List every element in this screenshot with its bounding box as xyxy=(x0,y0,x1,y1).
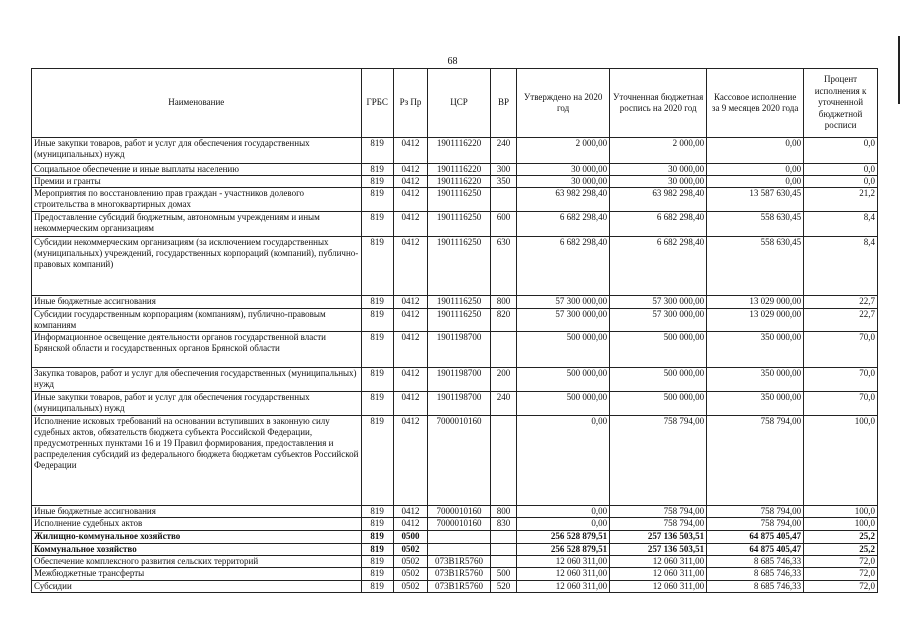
table-row xyxy=(32,188,878,212)
cell-percent: 25,2 xyxy=(804,531,878,544)
cell-name: Информационное освещение деятельности органов государственной власти Брянской области и государственных органов Брянской области xyxy=(32,332,362,368)
cell-refined: 30 000,00 xyxy=(610,164,707,176)
cell-percent: 0,0 xyxy=(804,138,878,164)
table-row xyxy=(32,531,878,544)
cell-approved: 12 060 311,00 xyxy=(517,568,610,581)
cell-refined: 6 682 298,40 xyxy=(610,212,707,237)
table-row xyxy=(32,392,878,416)
cell-percent: 21,2 xyxy=(804,188,878,212)
cell-approved: 6 682 298,40 xyxy=(517,237,610,296)
table-row xyxy=(32,296,878,309)
cell-cash: 8 685 746,33 xyxy=(707,568,804,581)
cell-csr: 073B1R5760 xyxy=(428,581,491,593)
cell-refined: 500 000,00 xyxy=(610,392,707,416)
cell-grbs: 819 xyxy=(361,212,393,237)
cell-percent: 100,0 xyxy=(804,518,878,531)
cell-name: Иные бюджетные ассигнования xyxy=(32,296,362,309)
cell-vr: 800 xyxy=(490,296,516,309)
page-number: 68 xyxy=(447,56,458,67)
cell-approved: 500 000,00 xyxy=(517,368,610,392)
cell-csr xyxy=(428,544,491,556)
cell-vr: 600 xyxy=(490,212,516,237)
cell-grbs: 819 xyxy=(361,392,393,416)
cell-approved: 0,00 xyxy=(517,416,610,506)
cell-approved: 6 682 298,40 xyxy=(517,212,610,237)
cell-csr: 1901198700 xyxy=(428,332,491,368)
cell-refined: 63 982 298,40 xyxy=(610,188,707,212)
cell-rzpr: 0412 xyxy=(393,332,427,368)
cell-grbs: 819 xyxy=(361,416,393,506)
table-row xyxy=(32,212,878,237)
cell-cash: 350 000,00 xyxy=(707,332,804,368)
cell-grbs: 819 xyxy=(361,309,393,332)
header-refined: Уточненная бюджетная роспись на 2020 год xyxy=(610,69,707,138)
cell-approved: 30 000,00 xyxy=(517,176,610,188)
cell-vr: 240 xyxy=(490,138,516,164)
cell-refined: 257 136 503,51 xyxy=(610,544,707,556)
table-header-row xyxy=(32,69,878,138)
cell-name: Исполнение исковых требований на основании вступивших в законную силу судебных актов, обязательств бюджета субъекта Российской Федерации, предусмотренных пунктами 16 и 19 Правил формирования, предоставления и распределения субсидий из федерального бюджета бюджетам субъектов Российской Федерации xyxy=(32,416,362,506)
cell-rzpr: 0412 xyxy=(393,188,427,212)
cell-name: Межбюджетные трансферты xyxy=(32,568,362,581)
cell-cash: 8 685 746,33 xyxy=(707,556,804,568)
cell-rzpr: 0502 xyxy=(393,556,427,568)
cell-cash: 350 000,00 xyxy=(707,368,804,392)
cell-name: Мероприятия по восстановлению прав граждан - участников долевого строительства в многоквартирных домах xyxy=(32,188,362,212)
cell-vr xyxy=(490,544,516,556)
cell-name: Иные закупки товаров, работ и услуг для обеспечения государственных (муниципальных) нужд xyxy=(32,138,362,164)
cell-approved: 57 300 000,00 xyxy=(517,296,610,309)
cell-cash: 0,00 xyxy=(707,164,804,176)
cell-grbs: 819 xyxy=(361,332,393,368)
cell-vr xyxy=(490,188,516,212)
cell-name: Иные закупки товаров, работ и услуг для обеспечения государственных (муниципальных) нужд xyxy=(32,392,362,416)
cell-grbs: 819 xyxy=(361,518,393,531)
cell-approved: 57 300 000,00 xyxy=(517,309,610,332)
cell-cash: 758 794,00 xyxy=(707,506,804,518)
cell-approved: 12 060 311,00 xyxy=(517,556,610,568)
cell-percent: 70,0 xyxy=(804,368,878,392)
cell-grbs: 819 xyxy=(361,506,393,518)
cell-approved: 256 528 879,51 xyxy=(517,531,610,544)
cell-cash: 64 875 405,47 xyxy=(707,531,804,544)
cell-grbs: 819 xyxy=(361,531,393,544)
cell-refined: 12 060 311,00 xyxy=(610,581,707,593)
cell-csr: 1901116220 xyxy=(428,176,491,188)
cell-cash: 350 000,00 xyxy=(707,392,804,416)
cell-rzpr: 0412 xyxy=(393,164,427,176)
cell-csr: 1901116250 xyxy=(428,188,491,212)
page-edge-mark xyxy=(898,36,900,104)
cell-vr: 300 xyxy=(490,164,516,176)
cell-vr: 800 xyxy=(490,506,516,518)
table-row xyxy=(32,309,878,332)
cell-refined: 2 000,00 xyxy=(610,138,707,164)
cell-csr: 1901116220 xyxy=(428,164,491,176)
cell-vr: 500 xyxy=(490,568,516,581)
cell-refined: 6 682 298,40 xyxy=(610,237,707,296)
cell-rzpr: 0412 xyxy=(393,368,427,392)
cell-name: Субсидии xyxy=(32,581,362,593)
cell-grbs: 819 xyxy=(361,164,393,176)
cell-rzpr: 0412 xyxy=(393,416,427,506)
header-name: Наименование xyxy=(32,69,362,138)
header-csr: ЦСР xyxy=(428,69,491,138)
cell-refined: 12 060 311,00 xyxy=(610,556,707,568)
cell-rzpr: 0412 xyxy=(393,237,427,296)
cell-approved: 30 000,00 xyxy=(517,164,610,176)
cell-csr: 1901116220 xyxy=(428,138,491,164)
cell-vr: 830 xyxy=(490,518,516,531)
header-vr: ВР xyxy=(490,69,516,138)
cell-approved: 500 000,00 xyxy=(517,392,610,416)
cell-approved: 0,00 xyxy=(517,518,610,531)
cell-refined: 12 060 311,00 xyxy=(610,568,707,581)
table-row xyxy=(32,138,878,164)
cell-refined: 500 000,00 xyxy=(610,368,707,392)
table-row xyxy=(32,332,878,368)
cell-csr: 7000010160 xyxy=(428,506,491,518)
cell-grbs: 819 xyxy=(361,568,393,581)
cell-csr xyxy=(428,531,491,544)
cell-percent: 72,0 xyxy=(804,556,878,568)
cell-csr: 073B1R5760 xyxy=(428,556,491,568)
cell-cash: 0,00 xyxy=(707,176,804,188)
cell-vr xyxy=(490,332,516,368)
cell-percent: 0,0 xyxy=(804,176,878,188)
cell-percent: 22,7 xyxy=(804,309,878,332)
cell-vr: 200 xyxy=(490,368,516,392)
cell-percent: 70,0 xyxy=(804,332,878,368)
cell-percent: 8,4 xyxy=(804,212,878,237)
cell-percent: 100,0 xyxy=(804,416,878,506)
cell-cash: 758 794,00 xyxy=(707,416,804,506)
cell-name: Жилищно-коммунальное хозяйство xyxy=(32,531,362,544)
cell-rzpr: 0412 xyxy=(393,138,427,164)
cell-grbs: 819 xyxy=(361,188,393,212)
header-rzpr: Рз Пр xyxy=(393,69,427,138)
header-percent: Процент исполнения к уточненной бюджетной росписи xyxy=(804,69,878,138)
table-row xyxy=(32,176,878,188)
cell-rzpr: 0412 xyxy=(393,212,427,237)
cell-refined: 758 794,00 xyxy=(610,506,707,518)
cell-percent: 72,0 xyxy=(804,581,878,593)
cell-rzpr: 0412 xyxy=(393,176,427,188)
cell-rzpr: 0412 xyxy=(393,296,427,309)
cell-grbs: 819 xyxy=(361,237,393,296)
table-row xyxy=(32,568,878,581)
cell-grbs: 819 xyxy=(361,581,393,593)
cell-cash: 13 029 000,00 xyxy=(707,309,804,332)
cell-grbs: 819 xyxy=(361,296,393,309)
cell-refined: 57 300 000,00 xyxy=(610,296,707,309)
cell-refined: 257 136 503,51 xyxy=(610,531,707,544)
cell-vr: 350 xyxy=(490,176,516,188)
cell-rzpr: 0412 xyxy=(393,506,427,518)
table-row xyxy=(32,506,878,518)
cell-approved: 500 000,00 xyxy=(517,332,610,368)
cell-refined: 500 000,00 xyxy=(610,332,707,368)
table-row xyxy=(32,581,878,593)
cell-name: Социальное обеспечение и иные выплаты населению xyxy=(32,164,362,176)
cell-csr: 1901116250 xyxy=(428,212,491,237)
table-row xyxy=(32,518,878,531)
cell-percent: 8,4 xyxy=(804,237,878,296)
table-row xyxy=(32,237,878,296)
cell-rzpr: 0412 xyxy=(393,309,427,332)
cell-csr: 1901116250 xyxy=(428,237,491,296)
cell-vr: 820 xyxy=(490,309,516,332)
cell-csr: 1901116250 xyxy=(428,296,491,309)
cell-vr: 240 xyxy=(490,392,516,416)
cell-name: Исполнение судебных актов xyxy=(32,518,362,531)
cell-percent: 25,2 xyxy=(804,544,878,556)
cell-refined: 758 794,00 xyxy=(610,416,707,506)
cell-grbs: 819 xyxy=(361,176,393,188)
cell-percent: 70,0 xyxy=(804,392,878,416)
cell-rzpr: 0412 xyxy=(393,518,427,531)
cell-csr: 1901198700 xyxy=(428,368,491,392)
cell-approved: 63 982 298,40 xyxy=(517,188,610,212)
table-row xyxy=(32,416,878,506)
cell-cash: 64 875 405,47 xyxy=(707,544,804,556)
budget-execution-table xyxy=(31,68,878,593)
cell-percent: 22,7 xyxy=(804,296,878,309)
header-approved: Утверждено на 2020 год xyxy=(517,69,610,138)
cell-percent: 0,0 xyxy=(804,164,878,176)
cell-refined: 30 000,00 xyxy=(610,176,707,188)
cell-name: Предоставление субсидий бюджетным, автономным учреждениям и иным некоммерческим организациям xyxy=(32,212,362,237)
cell-vr xyxy=(490,416,516,506)
table-row xyxy=(32,556,878,568)
cell-cash: 13 587 630,45 xyxy=(707,188,804,212)
cell-percent: 72,0 xyxy=(804,568,878,581)
cell-refined: 758 794,00 xyxy=(610,518,707,531)
table-row xyxy=(32,544,878,556)
cell-csr: 1901198700 xyxy=(428,392,491,416)
cell-rzpr: 0500 xyxy=(393,531,427,544)
table-row xyxy=(32,368,878,392)
cell-vr: 520 xyxy=(490,581,516,593)
cell-rzpr: 0502 xyxy=(393,568,427,581)
cell-name: Субсидии государственным корпорациям (компаниям), публично-правовым компаниям xyxy=(32,309,362,332)
cell-vr: 630 xyxy=(490,237,516,296)
cell-approved: 0,00 xyxy=(517,506,610,518)
cell-csr: 7000010160 xyxy=(428,518,491,531)
cell-cash: 13 029 000,00 xyxy=(707,296,804,309)
cell-rzpr: 0502 xyxy=(393,544,427,556)
header-grbs: ГРБС xyxy=(361,69,393,138)
cell-rzpr: 0502 xyxy=(393,581,427,593)
cell-grbs: 819 xyxy=(361,138,393,164)
cell-approved: 12 060 311,00 xyxy=(517,581,610,593)
cell-approved: 256 528 879,51 xyxy=(517,544,610,556)
cell-csr: 7000010160 xyxy=(428,416,491,506)
cell-cash: 558 630,45 xyxy=(707,212,804,237)
cell-approved: 2 000,00 xyxy=(517,138,610,164)
cell-cash: 0,00 xyxy=(707,138,804,164)
cell-csr: 1901116250 xyxy=(428,309,491,332)
cell-name: Закупка товаров, работ и услуг для обеспечения государственных (муниципальных) нужд xyxy=(32,368,362,392)
cell-grbs: 819 xyxy=(361,556,393,568)
cell-cash: 758 794,00 xyxy=(707,518,804,531)
cell-refined: 57 300 000,00 xyxy=(610,309,707,332)
table-row xyxy=(32,164,878,176)
cell-grbs: 819 xyxy=(361,544,393,556)
cell-vr xyxy=(490,556,516,568)
cell-csr: 073B1R5760 xyxy=(428,568,491,581)
cell-name: Иные бюджетные ассигнования xyxy=(32,506,362,518)
cell-percent: 100,0 xyxy=(804,506,878,518)
cell-name: Премии и гранты xyxy=(32,176,362,188)
cell-cash: 558 630,45 xyxy=(707,237,804,296)
cell-name: Обеспечение комплексного развития сельских территорий xyxy=(32,556,362,568)
cell-name: Коммунальное хозяйство xyxy=(32,544,362,556)
cell-cash: 8 685 746,33 xyxy=(707,581,804,593)
cell-vr xyxy=(490,531,516,544)
header-cash: Кассовое исполнение за 9 месяцев 2020 года xyxy=(707,69,804,138)
cell-name: Субсидии некоммерческим организациям (за исключением государственных (муниципальных) учреждений, государственных корпораций (компаний), публично-правовых компаний) xyxy=(32,237,362,296)
cell-rzpr: 0412 xyxy=(393,392,427,416)
cell-grbs: 819 xyxy=(361,368,393,392)
